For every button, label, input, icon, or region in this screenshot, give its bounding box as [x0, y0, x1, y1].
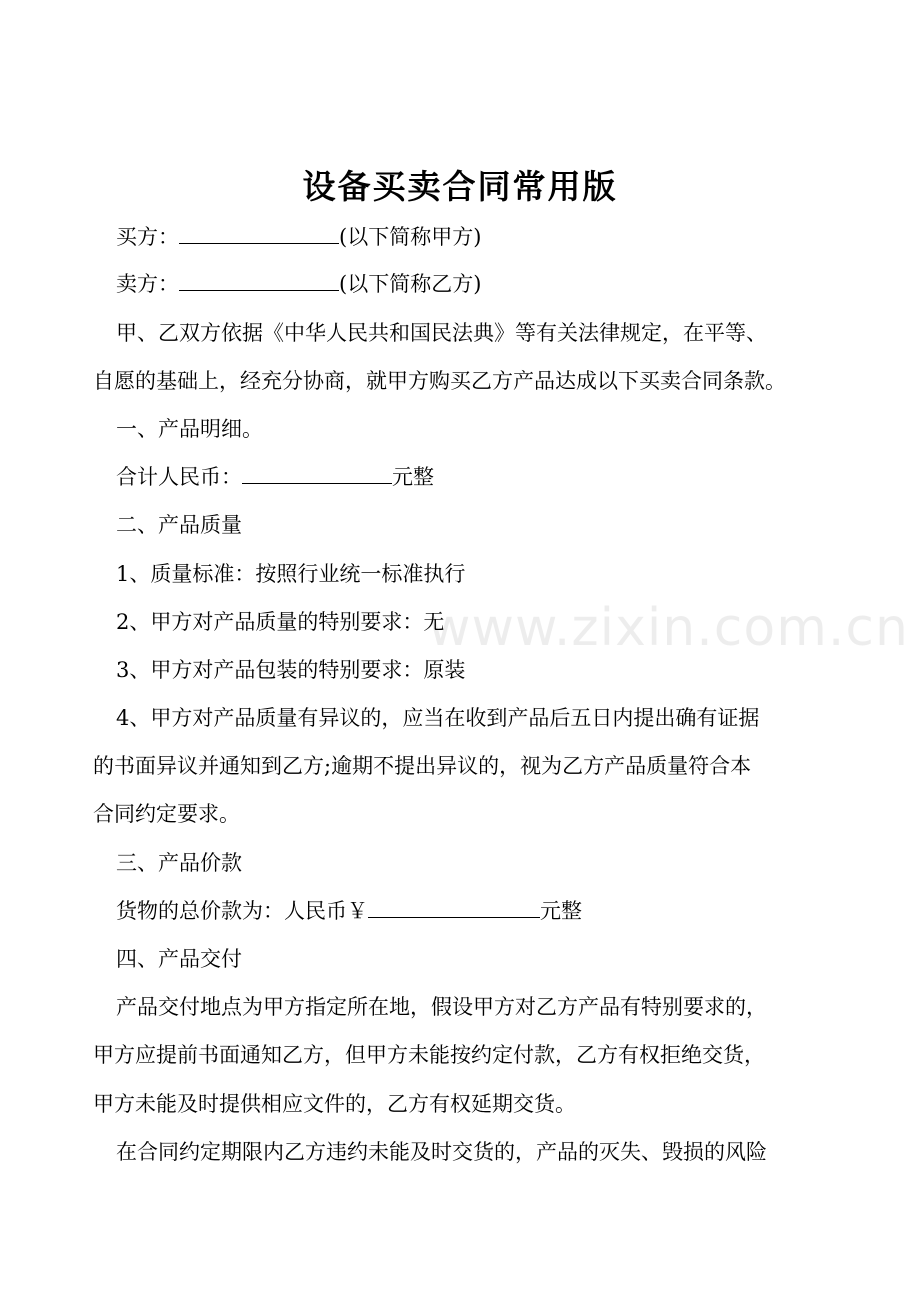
price-suffix: 元整	[540, 899, 582, 923]
buyer-line	[116, 222, 481, 252]
price-blank	[368, 897, 540, 918]
watermark: www.zixin.com.cn	[428, 598, 909, 658]
seller-line	[116, 269, 481, 299]
intro-line-2: 自愿的基础上，经充分协商，就甲方购买乙方产品达成以下买卖合同条款。	[93, 369, 786, 393]
delivery-p1-line-2: 甲方应提前书面通知乙方，但甲方未能按约定付款，乙方有权拒绝交货，	[93, 1043, 765, 1067]
delivery-p2-line-1: 在合同约定期限内乙方违约未能及时交货的，产品的灭失、毁损的风险	[116, 1140, 767, 1164]
intro-line-1: 甲、乙双方依据《中华人民共和国民法典》等有关法律规定，在平等、	[116, 321, 767, 345]
section2-heading: 二、产品质量	[116, 513, 242, 537]
seller-blank	[179, 270, 339, 291]
section3-heading: 三、产品价款	[116, 851, 242, 875]
price-label: 货物的总价款为：人民币￥	[116, 899, 368, 923]
quality-item-3: 3、甲方对产品包装的特别要求：原装	[116, 658, 466, 682]
section4-heading: 四、产品交付	[116, 947, 242, 971]
total-line	[116, 462, 434, 492]
total-blank	[242, 463, 392, 484]
quality-item-4-line-2: 的书面异议并通知到乙方;逾期不提出异议的，视为乙方产品质量符合本	[93, 754, 752, 778]
seller-suffix: (以下简称乙方)	[339, 272, 482, 296]
total-label: 合计人民币：	[116, 465, 242, 489]
delivery-p1-line-1: 产品交付地点为甲方指定所在地，假设甲方对乙方产品有特别要求的，	[116, 995, 767, 1019]
total-suffix: 元整	[392, 465, 434, 489]
document-title: 设备买卖合同常用版	[302, 167, 618, 206]
delivery-p1-line-3: 甲方未能及时提供相应文件的，乙方有权延期交货。	[93, 1092, 576, 1116]
buyer-blank	[179, 223, 339, 244]
quality-item-1: 1、质量标准：按照行业统一标准执行	[116, 562, 466, 586]
quality-item-4-line-1: 4、甲方对产品质量有异议的，应当在收到产品后五日内提出确有证据	[116, 706, 760, 730]
quality-item-2: 2、甲方对产品质量的特别要求：无	[116, 610, 445, 634]
quality-item-4-line-3: 合同约定要求。	[93, 802, 240, 826]
buyer-suffix: (以下简称甲方)	[339, 225, 482, 249]
price-line	[116, 896, 582, 926]
seller-label: 卖方：	[116, 272, 179, 296]
section1-heading: 一、产品明细。	[116, 417, 263, 441]
buyer-label: 买方：	[116, 225, 179, 249]
